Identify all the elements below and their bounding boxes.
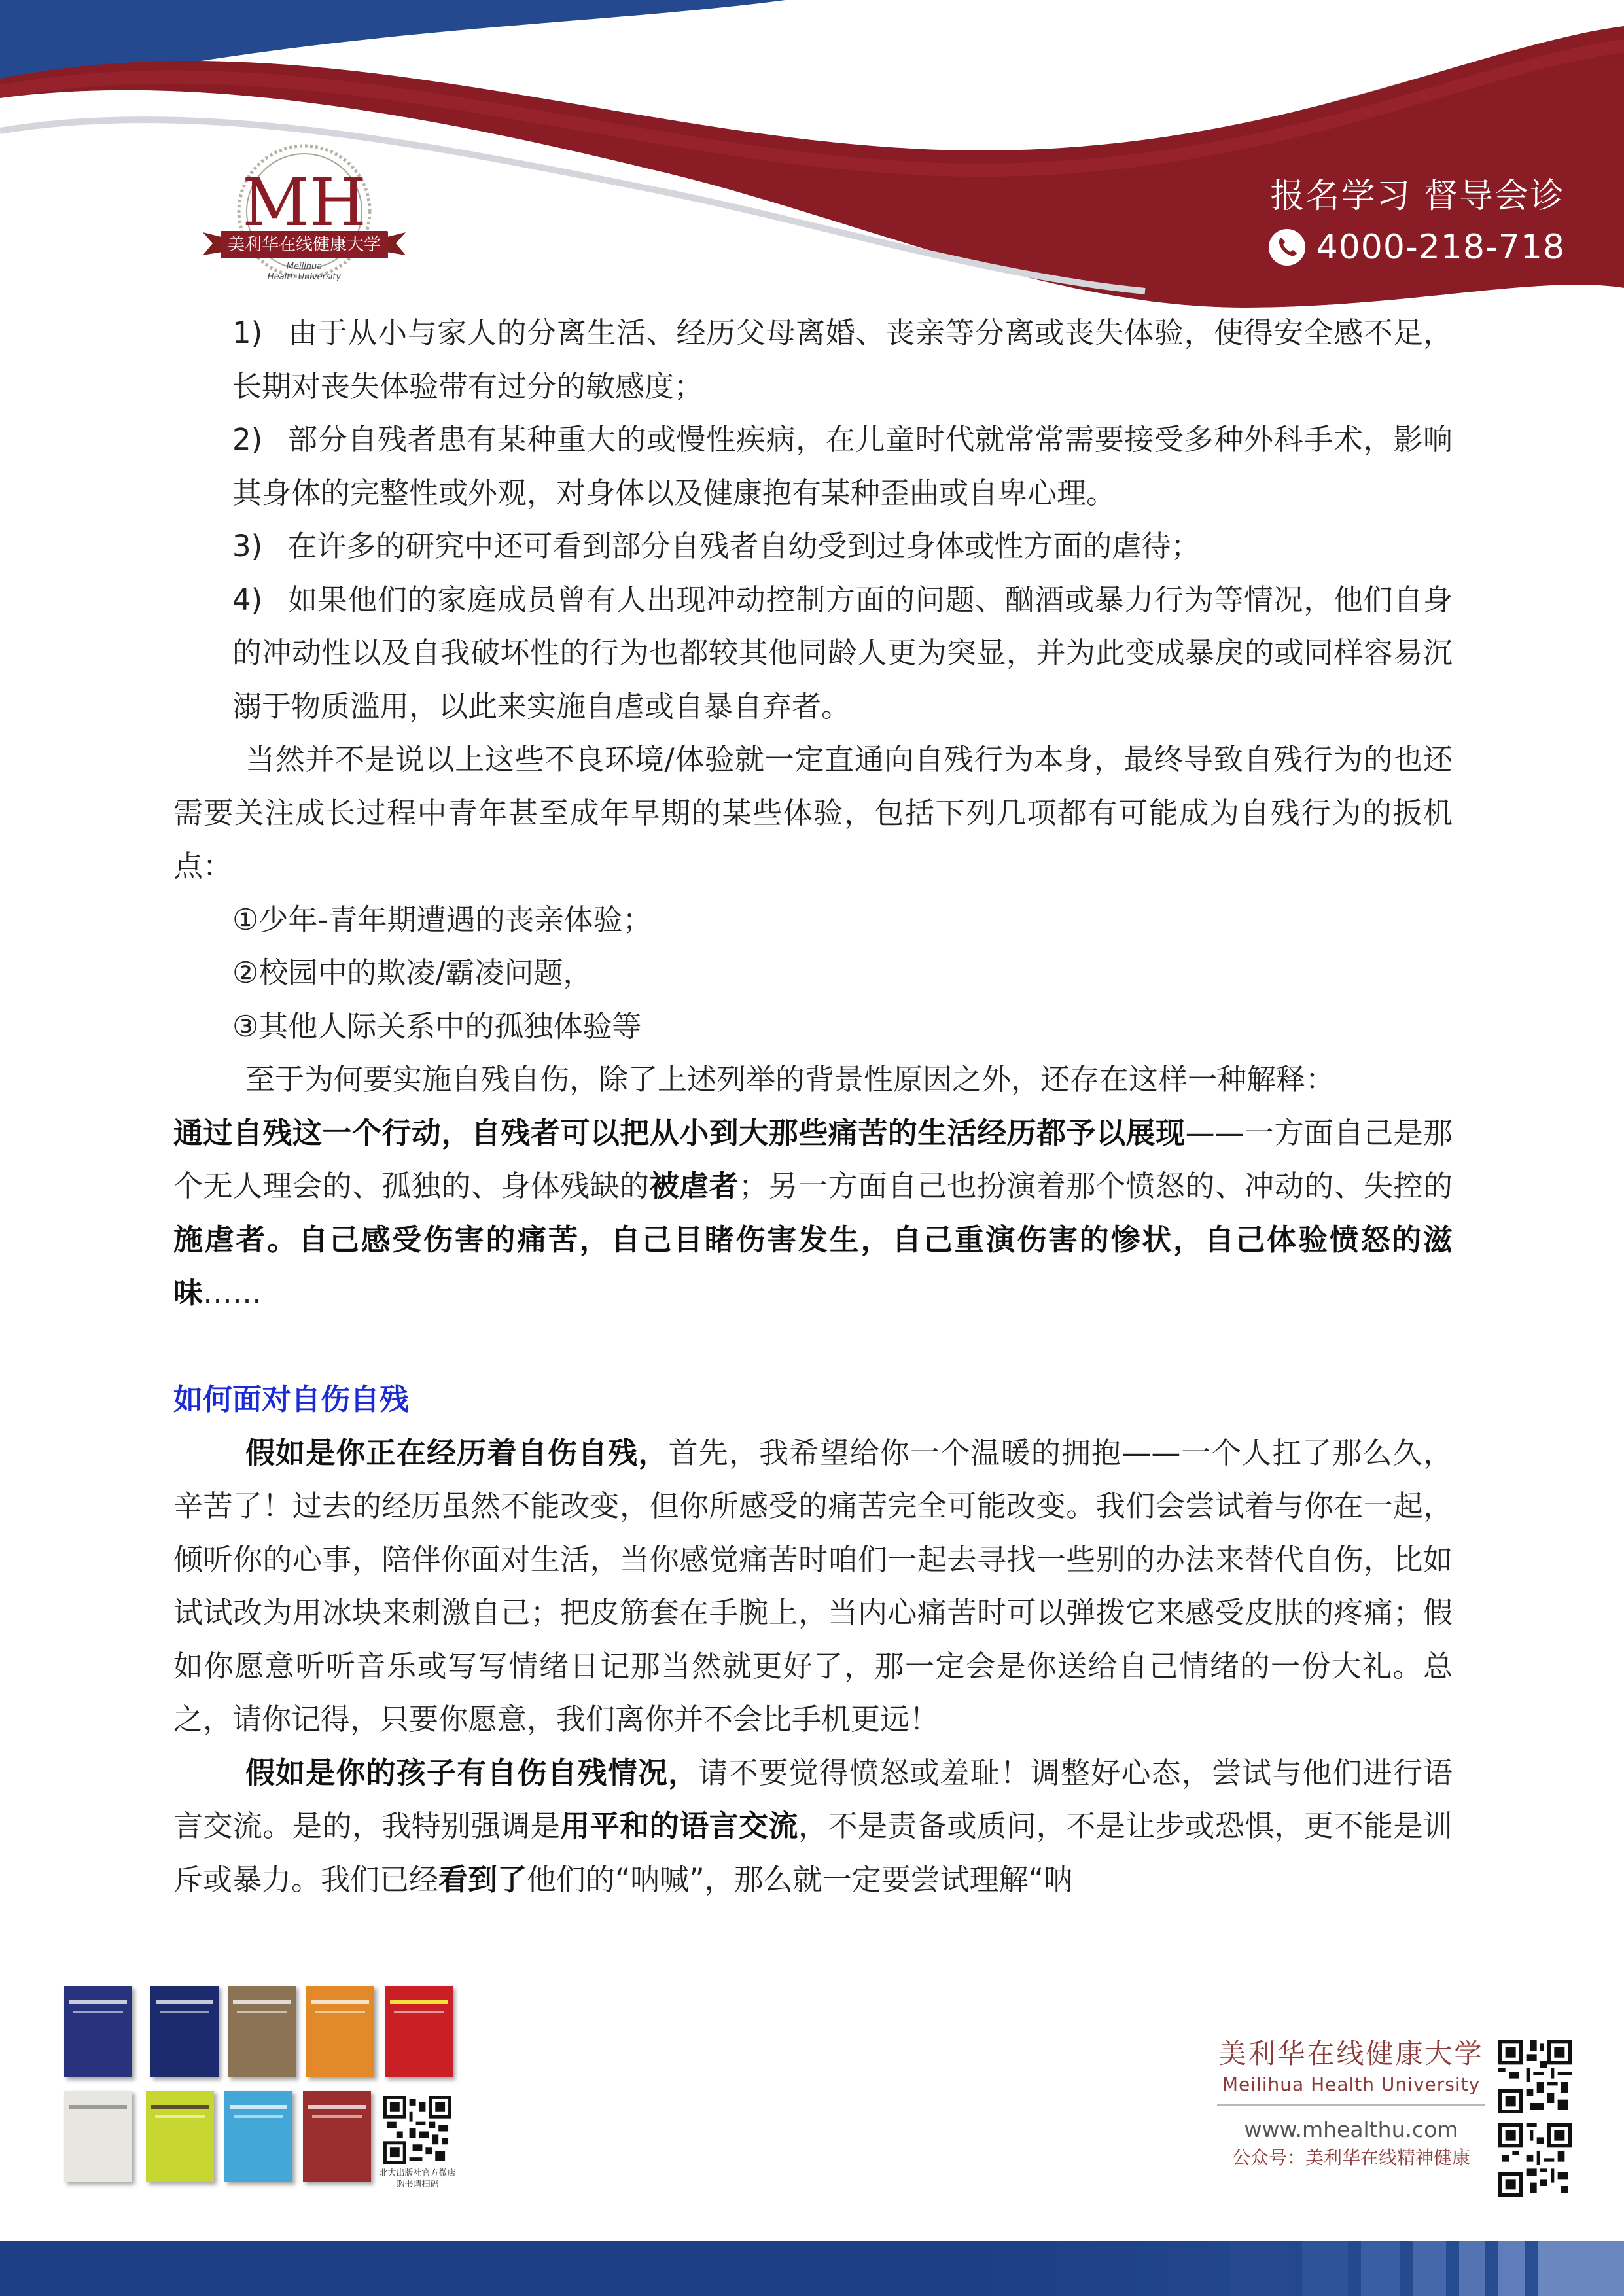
list-item-text: 如果他们的家庭成员曾有人出现冲动控制方面的问题、酗酒或暴力行为等情况，他们自身的冲动性以及自我破坏性的行为也都较其他同龄人更为突显，并为此变成暴戾的或同样容易沉溺于物质滥用，以此来实施自虐或自暴自弃者。 <box>232 582 1453 724</box>
book-cover <box>146 2091 214 2182</box>
trigger-item: ③其他人际关系中的孤独体验等 <box>232 1008 642 1044</box>
list-item-text: 由于从小与家人的分离生活、经历父母离婚、丧亲等分离或丧失体验，使得安全感不足，长期对丧失体验带有过分的敏感度； <box>232 315 1453 404</box>
logo-name-en-1: Meilihua <box>286 262 323 272</box>
footer-brand <box>1217 2036 1485 2171</box>
footer-brand-en: Meilihua Health University <box>1222 2074 1481 2095</box>
paragraph-child <box>173 1746 1453 1907</box>
emphasis: 通过自残这一个行动，自残者可以把从小到大那些痛苦的生活经历都予以展现 <box>173 1115 1186 1150</box>
paragraph-explanation-intro: 至于为何要实施自残自伤，除了上述列举的背景性原因之外，还存在这样一种解释： <box>245 1062 1335 1097</box>
wechat-qr-code <box>1498 2123 1572 2197</box>
book-cover <box>224 2091 292 2182</box>
article-body <box>173 306 1453 1906</box>
phone-number: 4000-218-718 <box>1316 228 1565 267</box>
book-cover <box>306 1986 374 2077</box>
store-caption-2: 购书请扫码 <box>396 2180 439 2189</box>
text-run: ；另一方面自己也扮演着那个愤怒的、冲动的、失控的 <box>739 1169 1453 1203</box>
text-run: …… <box>203 1275 262 1310</box>
paragraph-explanation <box>173 1106 1453 1320</box>
emphasis: 看到了 <box>438 1862 527 1897</box>
trigger-item: ②校园中的欺凌/霸凌问题， <box>232 955 593 990</box>
text-run: 首先，我希望给你一个温暖的拥抱——一个人扛了那么久，辛苦了！过去的经历虽然不能改变，但你所感受的痛苦完全可能改变。我们会尝试着与你在一起，倾听你的心事，陪伴你面对生活，当你感觉痛苦时咱们一起去寻找一些别的办法来替代自伤，比如试试改为用冰块来刺激自己；把皮筋套在手腕上，当内心痛苦时可以弹拨它来感受皮肤的疼痛；假如你愿意听听音乐或写写情绪日记那当然就更好了，那一定会是你送给自己情绪的一份大礼。总之，请你记得，只要你愿意，我们离你并不会比手机更远！ <box>173 1435 1453 1737</box>
emphasis: 施虐者。自己感受伤害的痛苦，自己目睹伤害发生，自己重演伤害的惨状，自己体验愤怒的滋味 <box>173 1222 1453 1310</box>
logo <box>193 141 415 298</box>
list-item-text: 在许多的研究中还可看到部分自残者自幼受到过身体或性方面的虐待； <box>287 529 1201 563</box>
list-item <box>173 413 1453 520</box>
book-cover <box>64 2091 132 2182</box>
footer-band <box>0 2241 1624 2296</box>
trigger-item: ①少年-青年期遭遇的丧亲体验； <box>232 902 652 937</box>
website-qr-code <box>1498 2040 1572 2113</box>
emphasis: 被虐者 <box>649 1169 739 1203</box>
header-contact <box>1268 173 1565 270</box>
emphasis: 假如是你正在经历着自伤自残， <box>245 1435 669 1470</box>
text-run: 请不要觉得愤怒或羞耻！调整好心态，尝试与他们进行语言交流。是的，我特别强调是 <box>173 1755 1453 1843</box>
list-item-number: 4) <box>232 582 263 617</box>
logo-name-en-2: Health University <box>267 272 342 282</box>
book-cover <box>150 1986 219 2077</box>
list-item <box>173 520 1453 573</box>
store-qr-code <box>383 2096 451 2164</box>
paragraph-triggers: 当然并不是说以上这些不良环境/体验就一定直通向自残行为本身，最终导致自残行为的也还需要关注成长过程中青年甚至成年早期的某些体验，包括下列几项都有可能成为自残行为的扳机点： <box>173 742 1453 883</box>
divider <box>1217 2104 1485 2106</box>
store-caption-1: 北大出版社官方微店 <box>379 2168 456 2178</box>
footer-wechat: 公众号：美利华在线精神健康 <box>1231 2147 1470 2168</box>
spacer <box>173 1320 1453 1373</box>
logo-name-cn: 美利华在线健康大学 <box>227 235 381 255</box>
emphasis: 假如是你的孩子有自伤自残情况， <box>245 1755 699 1790</box>
list-item-number: 3) <box>232 529 263 563</box>
list-item-text: 部分自残者患有某种重大的或慢性疾病，在儿童时代就常常需要接受多种外科手术，影响其身体的完整性或外观，对身体以及健康抱有某种歪曲或自卑心理。 <box>232 422 1453 510</box>
list-item <box>173 306 1453 413</box>
text-run: ，不是责备或质问，不是让步或恐惧，更不能是训斥或暴力。我们已经 <box>173 1809 1453 1897</box>
list-item <box>173 573 1453 733</box>
list-item-number: 1) <box>232 315 263 350</box>
phone-row <box>1268 224 1565 270</box>
footer-brand-cn: 美利华在线健康大学 <box>1218 2038 1484 2070</box>
header-slogan: 报名学习 督导会诊 <box>1270 177 1565 216</box>
paragraph-self <box>173 1426 1453 1746</box>
book-cover <box>64 1986 132 2077</box>
logo-letters: MH <box>242 164 366 241</box>
section-heading: 如何面对自伤自残 <box>173 1382 410 1417</box>
book-cover <box>303 2091 371 2182</box>
emphasis: 用平和的语言交流 <box>560 1809 798 1843</box>
list-item-number: 2) <box>232 422 263 457</box>
phone-icon <box>1268 228 1306 266</box>
book-cover <box>228 1986 296 2077</box>
book-cover <box>385 1986 453 2077</box>
text-run: ——一方面自己是那个无人理会的、孤独的、身体残缺的 <box>173 1115 1453 1203</box>
footer-website: www.mhealthu.com <box>1244 2117 1458 2142</box>
text-run: 他们的“呐喊”，那么就一定要尝试理解“呐 <box>527 1862 1073 1897</box>
